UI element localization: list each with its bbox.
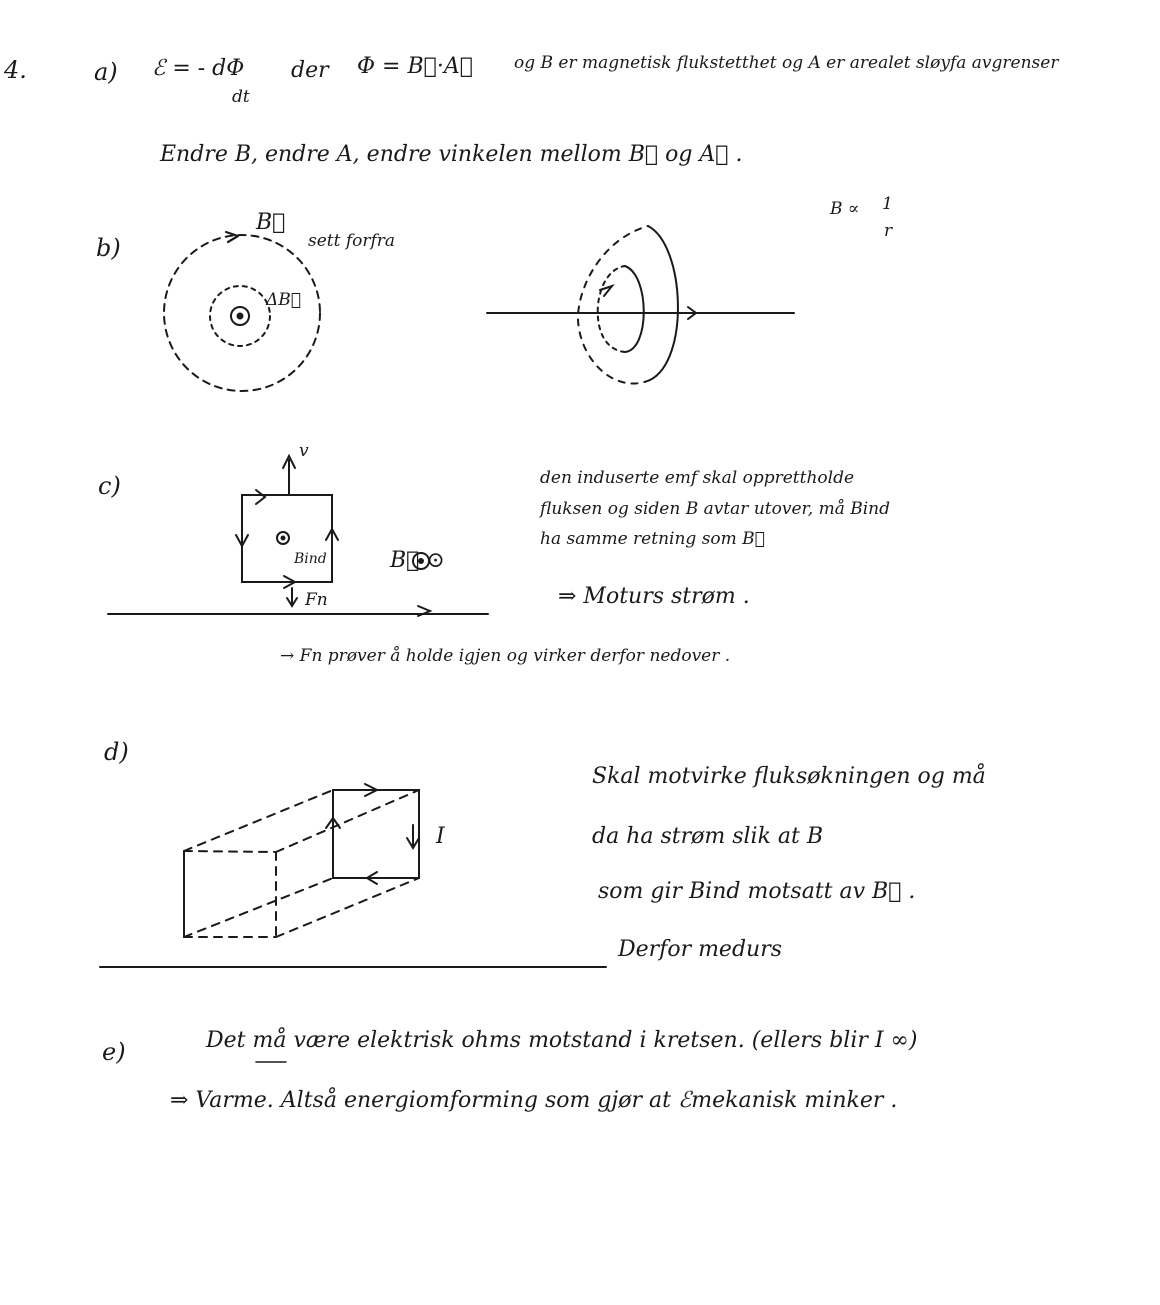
b-induced-label: Bind — [294, 551, 327, 567]
proportionality-denominator: r — [884, 221, 893, 241]
part-d-text-1: Skal motvirke fluksøkningen og må — [592, 764, 986, 789]
part-b-label: b) — [96, 234, 121, 262]
part-a-label: a) — [94, 58, 118, 86]
part-e-label: e) — [102, 1038, 126, 1066]
part-c-result: ⇒ Moturs strøm . — [558, 584, 750, 609]
part-a-line2: Endre B, endre A, endre vinkelen mellom B⃗ og A⃗ . — [160, 142, 743, 167]
field-circles-front-view — [164, 232, 320, 391]
part-c-text-2: fluksen og siden B avtar utover, må Bind — [540, 499, 891, 519]
part-c-text-3: ha samme retning som B⃗ — [540, 529, 765, 549]
part-e-line2: ⇒ Varme. Altså energiomforming som gjør at ℰmekanisk minker . — [170, 1088, 898, 1113]
current-label: I — [436, 824, 445, 849]
emf-equation: ℰ = - dΦ — [152, 56, 245, 81]
part-c-conclusion: → Fn prøver å holde igjen og virker derfor nedover . — [280, 646, 731, 666]
der-word: der — [291, 58, 329, 83]
part-d-label: d) — [104, 738, 129, 766]
emf-denominator: dt — [232, 87, 250, 107]
part-d-text-3: som gir Bind motsatt av B⃗ . — [598, 879, 916, 904]
force-label: Fn — [305, 590, 328, 610]
proportionality-numerator: 1 — [882, 194, 893, 214]
delta-b-label: ΔB⃗ — [266, 290, 301, 310]
loop-perspective — [100, 784, 606, 967]
velocity-label: v — [299, 441, 309, 461]
part-a-description: og B er magnetisk flukstetthet og A er arealet sløyfa avgrenser — [514, 53, 1059, 73]
part-c-text-1: den induserte emf skal opprettholde — [540, 468, 855, 488]
loop-moving-up — [108, 456, 488, 616]
part-e-line1: Det må være elektrisk ohms motstand i kretsen. (ellers blir I ∞) — [206, 1028, 918, 1053]
proportionality: B ∝ — [830, 199, 860, 219]
b-field-label: B⃗ — [256, 210, 286, 235]
part-c-label: c) — [98, 472, 121, 500]
flux-definition: Φ = B⃗·A⃗ — [357, 54, 473, 79]
part-d-text-4: Derfor medurs — [618, 937, 783, 962]
external-b-field: B⃗ ⊙ — [390, 548, 445, 573]
problem-number: 4. — [4, 56, 27, 84]
part-d-text-2: da ha strøm slik at B — [592, 824, 824, 849]
front-view-note: sett forfra — [308, 231, 396, 251]
field-loops-side-view — [487, 226, 794, 384]
